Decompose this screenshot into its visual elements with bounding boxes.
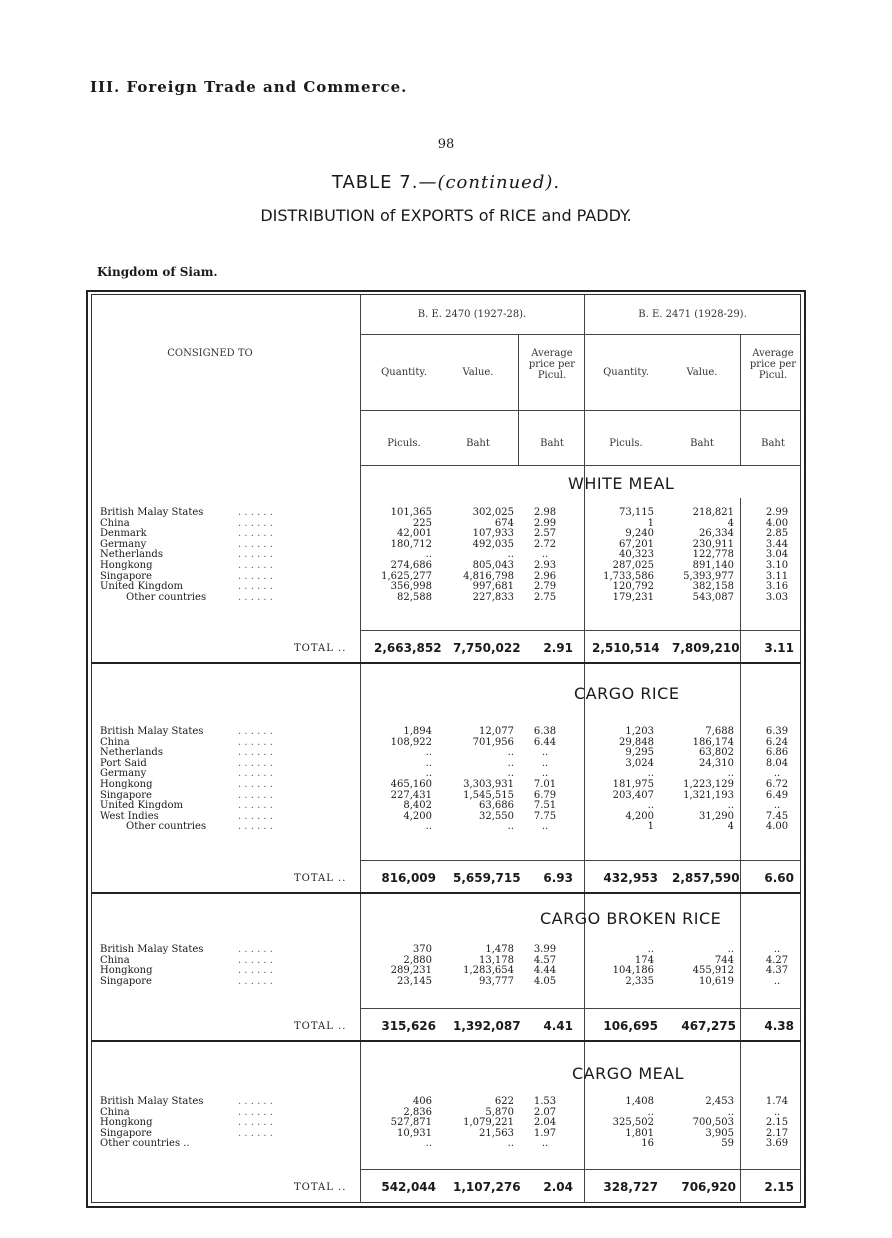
cell-value: ..: [507, 821, 514, 833]
country-name: Singapore: [100, 1127, 152, 1139]
header-divider: [740, 335, 741, 465]
cell-value: 9,295: [625, 747, 654, 759]
cell-value: 455,912: [692, 965, 734, 977]
cell-value: 1.97: [533, 1127, 557, 1139]
cell-value: 2,880: [403, 954, 432, 966]
cell-value: 107,933: [472, 528, 514, 540]
cell-value: 63,802: [699, 747, 734, 759]
cell-value: ..: [425, 757, 432, 769]
cell-value: 2.85: [765, 528, 789, 540]
avg-price-header-1: Average price per Picul.: [528, 348, 576, 381]
leader-dots: . . . . . .: [238, 570, 273, 582]
leader-dots: . . . . . .: [238, 944, 273, 955]
cell-value: 2,453: [705, 1096, 734, 1107]
country-name: Singapore: [100, 570, 152, 582]
cell-value: 1,223,129: [683, 778, 734, 790]
cell-value: 2,836: [403, 1106, 432, 1118]
cell-value: 370: [412, 944, 432, 955]
cell-value: 492,035: [472, 538, 514, 550]
cell-value: 13,178: [479, 954, 514, 966]
column-line: [740, 498, 741, 1203]
leader-dots: . . . . . .: [238, 810, 273, 822]
cell-value: 2.04: [533, 1117, 557, 1129]
year2-header: B. E. 2471 (1928-29).: [638, 309, 747, 320]
total-value: 6.60: [764, 871, 794, 885]
cell-value: ..: [773, 1106, 781, 1118]
table-subtitle: DISTRIBUTION of EXPORTS of RICE and PADDY.: [260, 206, 632, 225]
header-rule: [360, 334, 801, 335]
section-title: CARGO RICE: [574, 684, 680, 703]
leader-dots: . . . . . .: [238, 1106, 273, 1118]
cell-value: 2.98: [533, 507, 557, 518]
leader-dots: . . . . . .: [238, 581, 273, 593]
cell-value: 5,393,977: [683, 570, 734, 582]
country-name: Hongkong: [100, 778, 153, 790]
cell-value: 225: [412, 517, 432, 529]
avg-price-header-2: Average price per Picul.: [749, 348, 797, 381]
cell-value: 26,334: [699, 528, 734, 540]
cell-value: 2.17: [765, 1127, 789, 1139]
cell-value: 2.75: [533, 591, 557, 603]
cell-value: 4: [727, 517, 734, 529]
total-value: 5,659,715: [453, 871, 521, 885]
total-value: 2,510,514: [592, 641, 660, 655]
cell-value: 227,833: [472, 591, 514, 603]
leader-dots: . . . . . .: [238, 726, 273, 737]
cell-value: 6.86: [765, 747, 789, 759]
cell-value: 4.37: [765, 965, 789, 977]
country-name: Singapore: [100, 789, 152, 801]
cell-value: 1.53: [533, 1096, 557, 1107]
cell-value: 6.24: [765, 736, 789, 748]
cell-value: 2.99: [765, 507, 789, 518]
country-name: China: [100, 1106, 130, 1118]
leader-dots: . . . . . .: [238, 538, 273, 550]
cell-value: ..: [507, 1138, 514, 1150]
cell-value: 6.49: [765, 789, 789, 801]
cell-value: 59: [721, 1138, 734, 1150]
cell-value: 2.99: [533, 517, 557, 529]
cell-value: 6.72: [765, 778, 789, 790]
year1-header: B. E. 2470 (1927-28).: [417, 309, 527, 320]
total-value: 4.41: [543, 1019, 573, 1033]
header-divider: [518, 335, 519, 465]
total-value: 2,857,590: [672, 871, 740, 885]
country-name: British Malay States: [100, 726, 204, 737]
cell-value: 1,801: [625, 1127, 654, 1139]
cell-value: ..: [507, 757, 514, 769]
country-name: British Malay States: [100, 944, 204, 955]
cell-value: ..: [647, 800, 654, 812]
cell-value: 4,200: [403, 810, 432, 822]
cell-value: 32,550: [479, 810, 514, 822]
cell-value: 104,186: [612, 965, 654, 977]
cell-value: ..: [541, 747, 549, 759]
cell-value: 16: [641, 1138, 654, 1150]
cell-value: 63,686: [479, 800, 514, 812]
total-value: 2.91: [543, 641, 573, 655]
country-name: British Malay States: [100, 507, 204, 518]
cell-value: 21,563: [479, 1127, 514, 1139]
cell-value: ..: [727, 768, 734, 780]
cell-value: ..: [507, 768, 514, 780]
cell-value: ..: [425, 747, 432, 759]
section-rule: [91, 892, 801, 894]
total-label: TOTAL ..: [294, 1182, 347, 1193]
total-value: 706,920: [681, 1180, 736, 1194]
cell-value: 4.05: [533, 975, 557, 987]
leader-dots: . . . . . .: [238, 954, 273, 966]
leader-dots: . . . . . .: [238, 747, 273, 759]
unit-baht-2: Baht: [540, 438, 564, 449]
cell-value: 356,998: [390, 581, 432, 593]
leader-dots: . . . . . .: [238, 1127, 273, 1139]
cell-value: 7,688: [705, 726, 734, 737]
cell-value: 1,894: [403, 726, 432, 737]
cell-value: 3.03: [765, 591, 789, 603]
cell-value: 3.04: [765, 549, 789, 561]
section-rule: [91, 662, 801, 664]
cell-value: 23,145: [397, 975, 432, 987]
total-value: 106,695: [603, 1019, 658, 1033]
cell-value: 4,816,798: [463, 570, 514, 582]
cell-value: 6.38: [533, 726, 557, 737]
cell-value: 1,545,515: [463, 789, 514, 801]
cell-value: 4: [727, 821, 734, 833]
cell-value: ..: [773, 944, 781, 955]
cell-value: 1,079,221: [463, 1117, 514, 1129]
country-name: China: [100, 517, 130, 529]
leader-dots: . . . . . .: [238, 1096, 273, 1107]
country-name: Hongkong: [100, 965, 153, 977]
leader-dots: . . . . . .: [238, 768, 273, 780]
cell-value: 7.45: [765, 810, 789, 822]
cell-value: 93,777: [479, 975, 514, 987]
cell-value: ..: [773, 975, 781, 987]
header-divider: [584, 295, 585, 465]
country-name: United Kingdom: [100, 800, 183, 812]
table-title-italic: (continued).: [437, 172, 561, 193]
total-value: 542,044: [381, 1180, 436, 1194]
leader-dots: . . . . . .: [238, 507, 273, 518]
header-rule: [360, 410, 801, 411]
cell-value: 2.07: [533, 1106, 557, 1118]
cell-value: 2.96: [533, 570, 557, 582]
cell-value: 1,408: [625, 1096, 654, 1107]
cell-value: 3,024: [625, 757, 654, 769]
leader-dots: . . . . . .: [238, 517, 273, 529]
cell-value: 24,310: [699, 757, 734, 769]
cell-value: 120,792: [612, 581, 654, 593]
country-name: Other countries ..: [100, 1138, 190, 1150]
cell-value: ..: [425, 768, 432, 780]
cell-value: 218,821: [692, 507, 734, 518]
cell-value: 701,956: [472, 736, 514, 748]
leader-dots: . . . . . .: [238, 800, 273, 812]
cell-value: 1,478: [485, 944, 514, 955]
total-value: 2.15: [764, 1180, 794, 1194]
cell-value: 287,025: [612, 559, 654, 571]
cell-value: 3.10: [765, 559, 789, 571]
country-name: Germany: [100, 538, 147, 550]
cell-value: 73,115: [619, 507, 654, 518]
cell-value: 2.79: [533, 581, 557, 593]
cell-value: ..: [647, 944, 654, 955]
cell-value: ..: [773, 800, 781, 812]
cell-value: 40,323: [619, 549, 654, 561]
total-rule: [360, 630, 801, 631]
cell-value: ..: [425, 821, 432, 833]
cell-value: 8.04: [765, 757, 789, 769]
cell-value: 3,303,931: [463, 778, 514, 790]
cell-value: 622: [494, 1096, 514, 1107]
quantity-header-1: Quantity.: [381, 367, 427, 378]
cell-value: 3.16: [765, 581, 789, 593]
total-value: 7,750,022: [453, 641, 521, 655]
cell-value: 1,283,654: [463, 965, 514, 977]
country-name: West Indies: [100, 810, 159, 822]
cell-value: ..: [541, 549, 549, 561]
cell-value: ..: [425, 1138, 432, 1150]
cell-value: ..: [541, 821, 549, 833]
cell-value: 302,025: [472, 507, 514, 518]
total-value: 3.11: [764, 641, 794, 655]
section-title: CARGO BROKEN RICE: [540, 909, 722, 928]
consigned-to-header: CONSIGNED TO: [167, 348, 253, 359]
leader-dots: . . . . . .: [238, 549, 273, 561]
cell-value: ..: [727, 944, 734, 955]
cell-value: 7.01: [533, 778, 557, 790]
cell-value: 2.72: [533, 538, 557, 550]
leader-dots: . . . . . .: [238, 778, 273, 790]
quantity-header-2: Quantity.: [603, 367, 649, 378]
leader-dots: . . . . . .: [238, 975, 273, 987]
unit-baht-3: Baht: [690, 438, 714, 449]
cell-value: 2.57: [533, 528, 557, 540]
cell-value: 4.44: [533, 965, 557, 977]
cell-value: 3.69: [765, 1138, 789, 1150]
cell-value: 7.51: [533, 800, 557, 812]
total-label: TOTAL ..: [294, 643, 347, 654]
total-value: 816,009: [381, 871, 436, 885]
cell-value: 9,240: [625, 528, 654, 540]
country-name: Hongkong: [100, 559, 153, 571]
cell-value: 891,140: [692, 559, 734, 571]
cell-value: 67,201: [619, 538, 654, 550]
total-value: 315,626: [381, 1019, 436, 1033]
cell-value: 4.57: [533, 954, 557, 966]
cell-value: 180,712: [390, 538, 432, 550]
total-value: 1,107,276: [453, 1180, 521, 1194]
total-rule: [360, 1169, 801, 1170]
country-name: Netherlands: [100, 747, 163, 759]
total-rule: [360, 1008, 801, 1009]
leader-dots: . . . . . .: [238, 1117, 273, 1129]
cell-value: 3.44: [765, 538, 789, 550]
cell-value: 101,365: [390, 507, 432, 518]
page-number: 98: [437, 137, 455, 152]
cell-value: ..: [647, 1106, 654, 1118]
cell-value: 1: [647, 821, 654, 833]
cell-value: 31,290: [699, 810, 734, 822]
cell-value: 174: [634, 954, 654, 966]
cell-value: 2.93: [533, 559, 557, 571]
cell-value: 42,001: [397, 528, 432, 540]
cell-value: 6.44: [533, 736, 557, 748]
cell-value: 4,200: [625, 810, 654, 822]
cell-value: 108,922: [390, 736, 432, 748]
leader-dots: . . . . . .: [238, 736, 273, 748]
section-header: III. Foreign Trade and Commerce.: [90, 78, 408, 96]
cell-value: 1: [647, 517, 654, 529]
cell-value: ..: [507, 549, 514, 561]
cell-value: ..: [425, 549, 432, 561]
cell-value: 29,848: [619, 736, 654, 748]
cell-value: ..: [541, 1138, 549, 1150]
cell-value: ..: [773, 768, 781, 780]
cell-value: 122,778: [692, 549, 734, 561]
cell-value: 3.11: [765, 570, 789, 582]
cell-value: 3.99: [533, 944, 557, 955]
cell-value: 382,158: [692, 581, 734, 593]
leader-dots: . . . . . .: [238, 591, 273, 603]
cell-value: 1,321,193: [683, 789, 734, 801]
leader-dots: . . . . . .: [238, 559, 273, 571]
cell-value: 12,077: [479, 726, 514, 737]
column-line: [584, 465, 585, 1203]
cell-value: 406: [412, 1096, 432, 1107]
unit-piculs-2: Piculs.: [609, 438, 643, 449]
kingdom-label: Kingdom of Siam.: [97, 265, 218, 279]
header-divider: [360, 295, 361, 465]
cell-value: 1.74: [765, 1096, 789, 1107]
cell-value: 230,911: [692, 538, 734, 550]
cell-value: 181,975: [612, 778, 654, 790]
value-header-1: Value.: [462, 367, 494, 378]
leader-dots: . . . . . .: [238, 821, 273, 833]
cell-value: 10,931: [397, 1127, 432, 1139]
cell-value: 1,625,277: [381, 570, 432, 582]
cell-value: 325,502: [612, 1117, 654, 1129]
unit-piculs-1: Piculs.: [387, 438, 421, 449]
cell-value: ..: [541, 757, 549, 769]
total-value: 467,275: [681, 1019, 736, 1033]
cell-value: 2.15: [765, 1117, 789, 1129]
cell-value: 700,503: [692, 1117, 734, 1129]
cell-value: 465,160: [390, 778, 432, 790]
leader-dots: . . . . . .: [238, 528, 273, 540]
country-name: China: [100, 736, 130, 748]
cell-value: 7.75: [533, 810, 557, 822]
cell-value: 10,619: [699, 975, 734, 987]
total-value: 4.38: [764, 1019, 794, 1033]
cell-value: 186,174: [692, 736, 734, 748]
total-value: 7,809,210: [672, 641, 740, 655]
section-title: WHITE MEAL: [568, 474, 675, 493]
total-label: TOTAL ..: [294, 1021, 347, 1032]
country-name: Singapore: [100, 975, 152, 987]
cell-value: 6.79: [533, 789, 557, 801]
leader-dots: . . . . . .: [238, 965, 273, 977]
header-rule: [360, 465, 801, 466]
total-value: 432,953: [603, 871, 658, 885]
leader-dots: . . . . . .: [238, 789, 273, 801]
total-value: 328,727: [603, 1180, 658, 1194]
cell-value: 6.39: [765, 726, 789, 737]
country-name: Other countries: [126, 821, 207, 833]
country-name: Other countries: [126, 591, 207, 603]
cell-value: 5,870: [485, 1106, 514, 1118]
section-title: CARGO MEAL: [572, 1064, 685, 1083]
leader-dots: . . . . . .: [238, 757, 273, 769]
cell-value: ..: [647, 768, 654, 780]
cell-value: 527,871: [390, 1117, 432, 1129]
cell-value: 179,231: [612, 591, 654, 603]
cell-value: ..: [727, 800, 734, 812]
total-value: 2.04: [543, 1180, 573, 1194]
country-name: Port Said: [100, 757, 147, 769]
country-name: Denmark: [100, 528, 147, 540]
cell-value: ..: [541, 768, 549, 780]
cell-value: 805,043: [472, 559, 514, 571]
unit-baht-4: Baht: [761, 438, 785, 449]
cell-value: 4.27: [765, 954, 789, 966]
table-title-main: TABLE 7.—: [331, 172, 438, 193]
country-name: Hongkong: [100, 1117, 153, 1129]
cell-value: 227,431: [390, 789, 432, 801]
table-title: [0, 172, 892, 193]
section-rule: [91, 1040, 801, 1042]
country-name: British Malay States: [100, 1096, 204, 1107]
total-value: 1,392,087: [453, 1019, 521, 1033]
cell-value: 1,203: [625, 726, 654, 737]
total-value: 6.93: [543, 871, 573, 885]
cell-value: 997,681: [472, 581, 514, 593]
cell-value: 4.00: [765, 821, 789, 833]
total-value: 2,663,852: [374, 641, 442, 655]
cell-value: ..: [727, 1106, 734, 1118]
cell-value: 674: [494, 517, 514, 529]
country-name: Germany: [100, 768, 147, 780]
value-header-2: Value.: [686, 367, 718, 378]
cell-value: 8,402: [403, 800, 432, 812]
unit-baht-1: Baht: [466, 438, 490, 449]
country-name: Netherlands: [100, 549, 163, 561]
cell-value: 4.00: [765, 517, 789, 529]
cell-value: ..: [507, 747, 514, 759]
cell-value: 274,686: [390, 559, 432, 571]
country-name: United Kingdom: [100, 581, 183, 593]
cell-value: 2,335: [625, 975, 654, 987]
cell-value: 82,588: [397, 591, 432, 603]
cell-value: 203,407: [612, 789, 654, 801]
total-rule: [360, 860, 801, 861]
cell-value: 1,733,586: [603, 570, 654, 582]
cell-value: 744: [714, 954, 734, 966]
cell-value: 543,087: [692, 591, 734, 603]
cell-value: 3,905: [705, 1127, 734, 1139]
total-label: TOTAL ..: [294, 873, 347, 884]
cell-value: 289,231: [390, 965, 432, 977]
country-name: China: [100, 954, 130, 966]
